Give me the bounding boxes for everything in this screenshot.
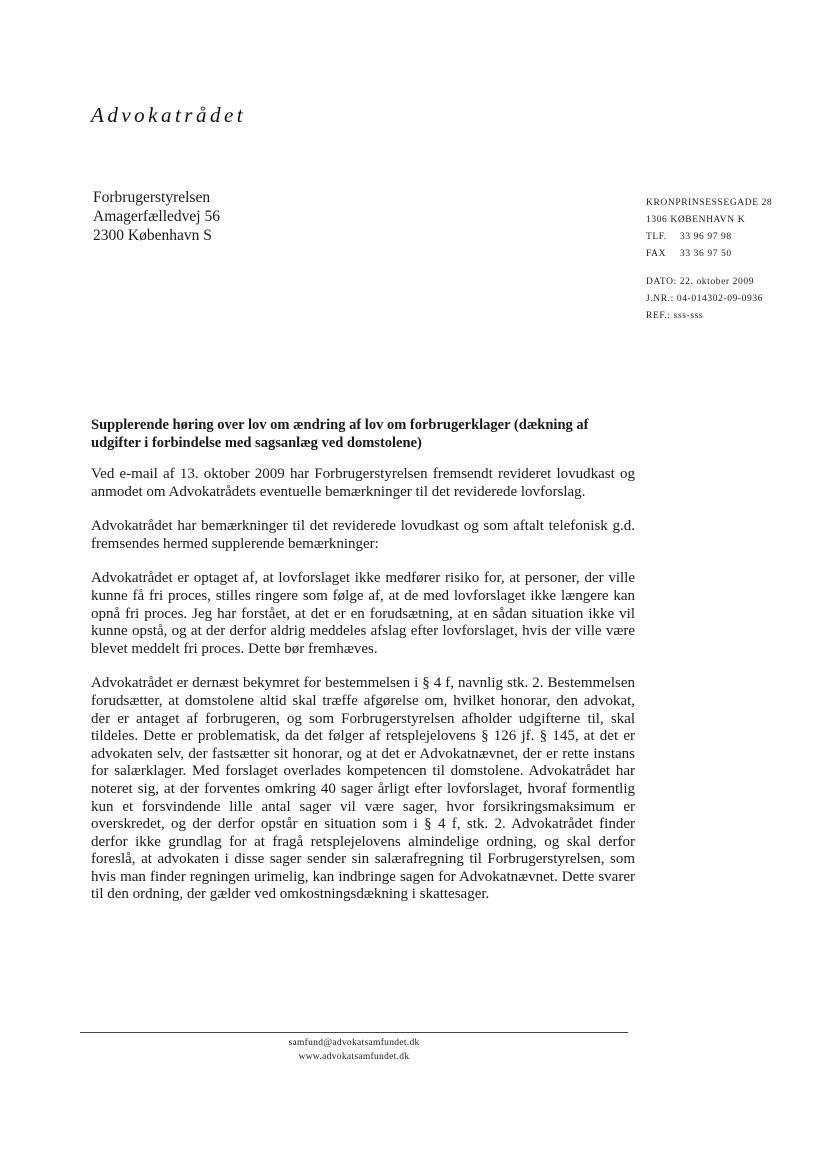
sender-info xyxy=(646,195,772,325)
letter-date xyxy=(646,274,772,291)
phone-label: TLF. xyxy=(646,232,667,242)
footer-divider xyxy=(80,1032,628,1033)
ref-label: REF.: xyxy=(646,311,671,321)
reference xyxy=(646,308,772,325)
sender-street: KRONPRINSESSEGADE 28 xyxy=(646,198,773,208)
jnr-label: J.NR.: xyxy=(646,294,674,304)
letterhead-logo: Advokatrådet xyxy=(91,103,247,127)
letter-subject: Supplerende høring over lov om ændring af lov om forbrugerklager (dækning af udgifter i forbindelse med sagsanlæg ved domstolene) xyxy=(91,417,589,451)
date-label: DATO: xyxy=(646,277,677,287)
footer-email: samfund@advokatsamfundet.dk xyxy=(288,1038,420,1048)
footer xyxy=(80,1036,628,1064)
recipient-address xyxy=(93,188,220,245)
footer-website: www.advokatsamfundet.dk xyxy=(298,1052,410,1062)
paragraph: Advokatrådet har bemærkninger til det reviderede lovudkast og som aftalt telefonisk g.d. fremsendes hermed supplerende bemærkninger: xyxy=(91,518,635,552)
date-value: 22. oktober 2009 xyxy=(679,277,755,287)
recipient-city: 2300 København S xyxy=(93,227,212,244)
recipient-street: Amagerfælledvej 56 xyxy=(93,208,220,225)
sender-city: 1306 KØBENHAVN K xyxy=(646,215,746,225)
paragraph: Advokatrådet er optaget af, at lovforslaget ikke medfører risiko for, at personer, der ville kunne få fri proces, stilles ringere som følge af, at de med lovforslaget ikke længere kan opnå fri proces. Jeg har forstået, at det er en forudsætning, at en sådan situation ikke vil kunne opstå, og at der derfor aldrig meddeles afslag efter lovforslaget, hvis der ville være blevet meddelt fri proces. Dette bør fremhæves. xyxy=(91,570,635,657)
fax-value: 33 36 97 50 xyxy=(680,249,732,259)
letter-body xyxy=(91,466,635,921)
sender-fax xyxy=(646,246,772,263)
paragraph: Ved e-mail af 13. oktober 2009 har Forbrugerstyrelsen fremsendt revideret lovudkast og anmodet om Advokatrådets eventuelle bemærkninger til det reviderede lovforslag. xyxy=(91,466,635,500)
journal-number xyxy=(646,291,772,308)
jnr-value: 04-014302-09-0936 xyxy=(676,294,764,304)
ref-value: sss-sss xyxy=(673,311,704,321)
paragraph: Advokatrådet er dernæst bekymret for bestemmelsen i § 4 f, navnlig stk. 2. Bestemmelsen forudsætter, at domstolene altid skal træffe afgørelse om, hvilket honorar, den advokat, der er antaget af forbrugeren, og som Forbrugerstyrelsen afholder udgifterne til, skal tildeles. Dette er problematisk, da det følger af retsplejelovens § 126 jf. § 145, at det er advokaten selv, der fastsætter sit honorar, og at det er Advokatnævnet, der er rette instans for salærklager. Med forslaget overlades kompetencen til domstolene. Advokatrådet har noteret sig, at der forventes omkring 40 sager årligt efter lovforslaget, hvoraf formentlig kun et forsvindende lille antal sager vil være sager, hvor forsikringsmaksimum er overskredet, og der derfor opstår en situation som i § 4 f, stk. 2. Advokatrådet finder derfor ikke grundlag for at fragå retsplejelovens almindelige ordning, og skal derfor foreslå, at advokaten i disse sager sender sin salærafregning til Forbrugerstyrelsen, som hvis man finder regningen urimelig, kan indbringe sagen for Advokatnævnet. Dette svarer til den ordning, der gælder ved omkostningsdækning i skattesager. xyxy=(91,675,635,903)
recipient-name: Forbrugerstyrelsen xyxy=(93,189,211,206)
fax-label: FAX xyxy=(646,249,667,259)
sender-phone xyxy=(646,229,772,246)
phone-value: 33 96 97 98 xyxy=(680,232,732,242)
